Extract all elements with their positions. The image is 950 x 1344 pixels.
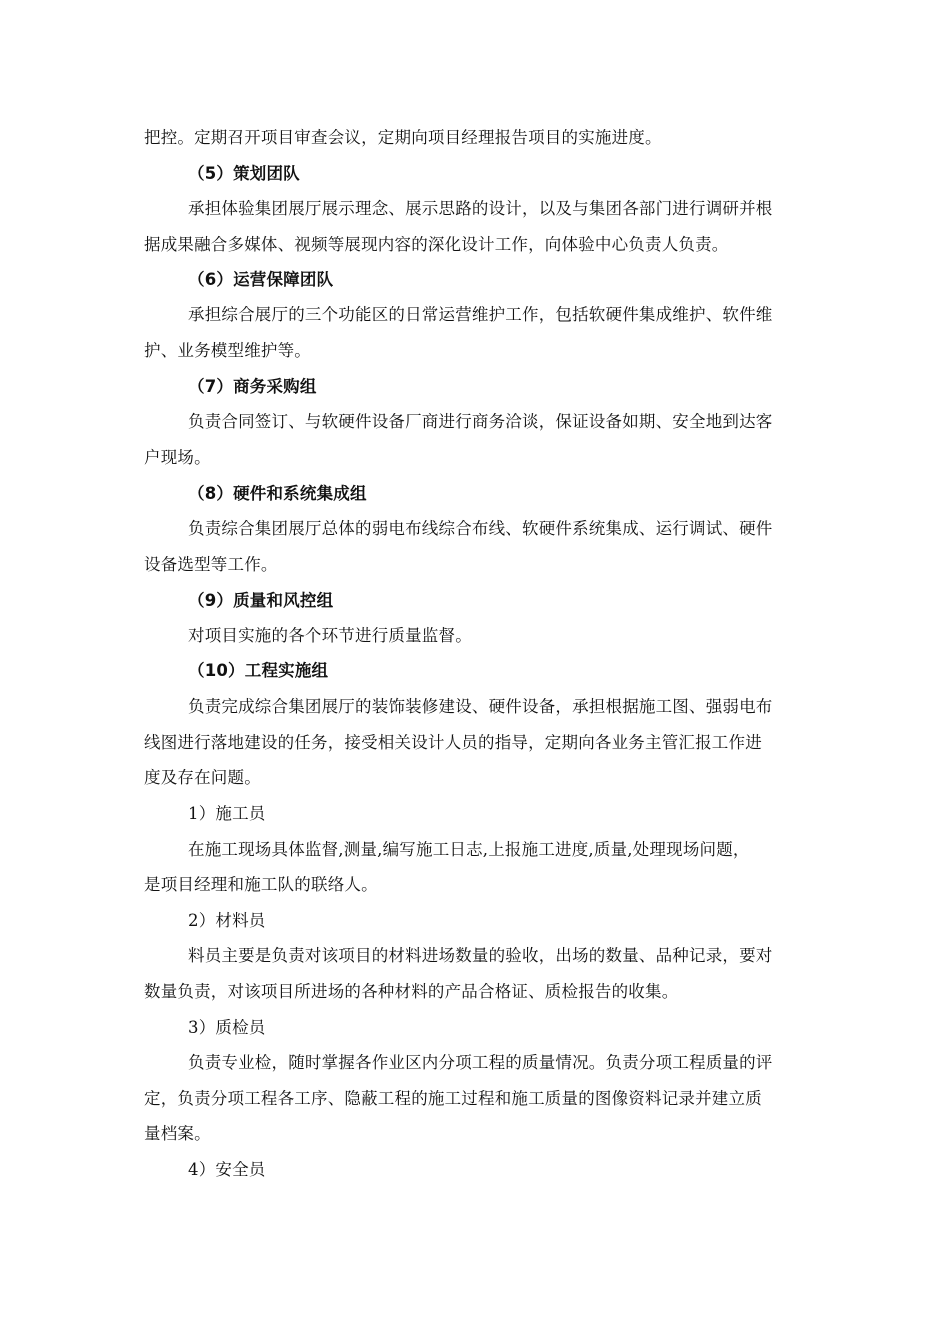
paragraph-line: 对项目实施的各个环节进行质量监督。: [188, 626, 472, 645]
section-heading-8: （8）硬件和系统集成组: [188, 484, 367, 503]
section-heading-9: （9）质量和风控组: [188, 591, 334, 610]
subsection-heading-2: 2）材料员: [188, 911, 266, 930]
paragraph-line: 数量负责，对该项目所进场的各种材料的产品合格证、质检报告的收集。: [144, 982, 679, 1001]
paragraph-line: 定，负责分项工程各工序、隐蔽工程的施工过程和施工质量的图像资料记录并建立质: [144, 1089, 762, 1108]
paragraph-line: 量档案。: [144, 1124, 211, 1143]
section-heading-6: （6）运营保障团队: [188, 270, 334, 289]
subsection-heading-1: 1）施工员: [188, 804, 266, 823]
paragraph-line: 度及存在问题。: [144, 768, 261, 787]
section-heading-5: （5）策划团队: [188, 164, 300, 183]
paragraph-line: 线图进行落地建设的任务，接受相关设计人员的指导，定期向各业务主管汇报工作进: [144, 733, 762, 752]
subsection-heading-4: 4）安全员: [188, 1160, 266, 1179]
section-heading-10: （10）工程实施组: [188, 661, 329, 680]
paragraph-line: 护、业务模型维护等。: [144, 341, 311, 360]
paragraph-line: 是项目经理和施工队的联络人。: [144, 875, 378, 894]
paragraph-line: 负责专业检，随时掌握各作业区内分项工程的质量情况。负责分项工程质量的评: [188, 1053, 773, 1072]
paragraph-line: 把控。定期召开项目审查会议，定期向项目经理报告项目的实施进度。: [144, 128, 662, 147]
subsection-heading-3: 3）质检员: [188, 1018, 266, 1037]
paragraph-line: 负责完成综合集团展厅的装饰装修建设、硬件设备，承担根据施工图、强弱电布: [188, 697, 773, 716]
paragraph-line: 料员主要是负责对该项目的材料进场数量的验收，出场的数量、品种记录，要对: [188, 946, 773, 965]
paragraph-line: 负责综合集团展厅总体的弱电布线综合布线、软硬件系统集成、运行调试、硬件: [188, 519, 773, 538]
paragraph-line: 负责合同签订、与软硬件设备厂商进行商务洽谈，保证设备如期、安全地到达客: [188, 412, 773, 431]
paragraph-line: 承担综合展厅的三个功能区的日常运营维护工作，包括软硬件集成维护、软件维: [188, 305, 773, 324]
paragraph-line: 承担体验集团展厅展示理念、展示思路的设计，以及与集团各部门进行调研并根: [188, 199, 773, 218]
section-heading-7: （7）商务采购组: [188, 377, 317, 396]
paragraph-line: 户现场。: [144, 448, 211, 467]
paragraph-line: 在施工现场具体监督,测量,编写施工日志,上报施工进度,质量,处理现场问题，: [188, 840, 750, 859]
paragraph-line: 据成果融合多媒体、视频等展现内容的深化设计工作，向体验中心负责人负责。: [144, 235, 729, 254]
paragraph-line: 设备选型等工作。: [144, 555, 278, 574]
